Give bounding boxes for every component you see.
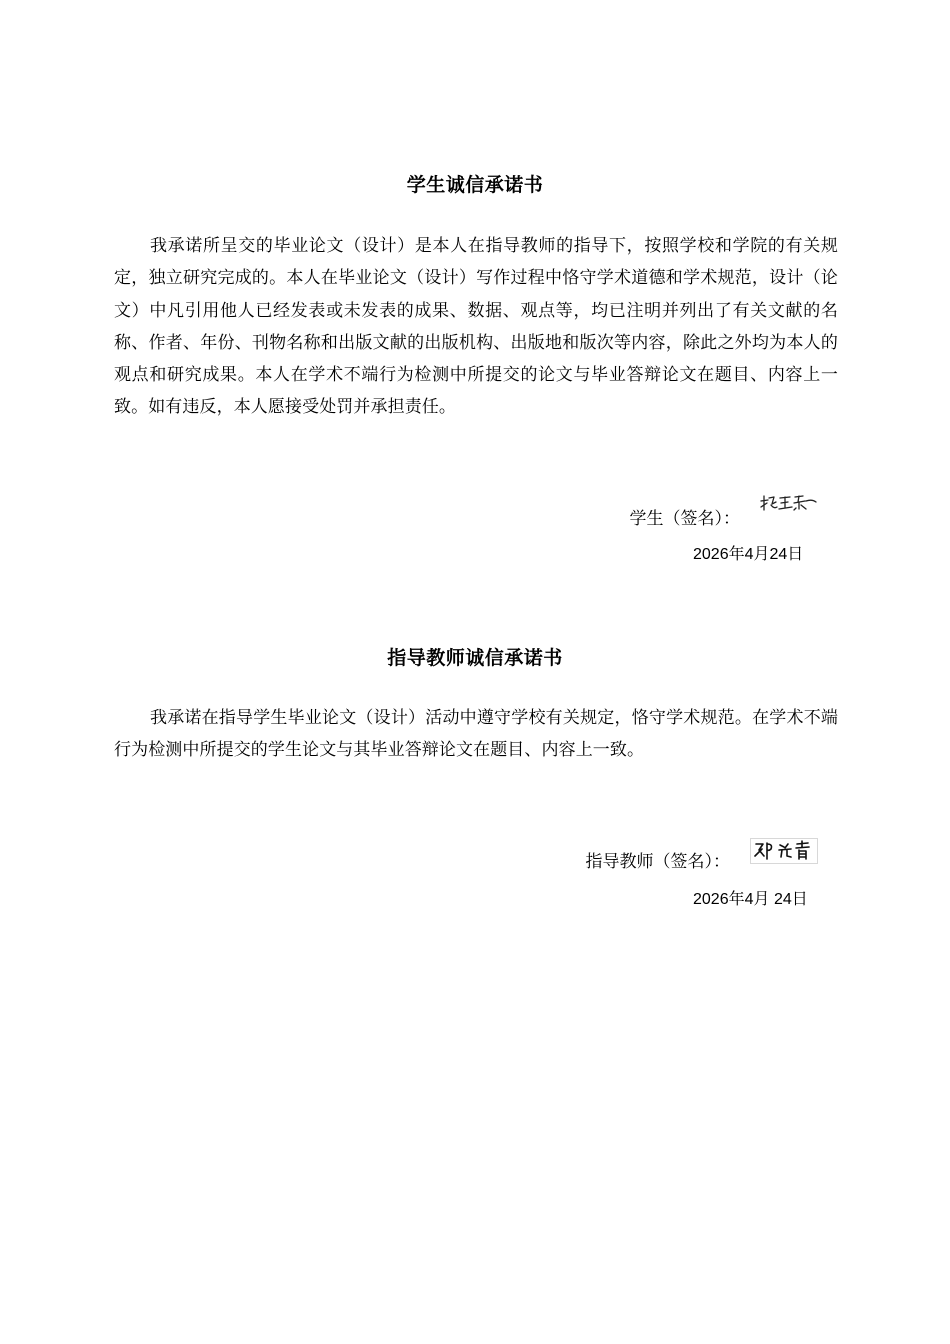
advisor-pledge-body: 我承诺在指导学生毕业论文（设计）活动中遵守学校有关规定，恪守学术规范。在学术不端行为检测中所提交的学生论文与其毕业答辩论文在题目、内容上一致。 bbox=[114, 708, 838, 761]
advisor-signature-handwriting bbox=[750, 838, 818, 864]
advisor-pledge-title: 指导教师诚信承诺书 bbox=[387, 647, 563, 669]
advisor-signature-image bbox=[750, 838, 818, 869]
student-signature-label: 学生（签名）： bbox=[629, 509, 740, 529]
advisor-signature-date: 2026年4月 24日 bbox=[693, 891, 808, 908]
student-pledge-title: 学生诚信承诺书 bbox=[406, 174, 544, 196]
student-signature-handwriting bbox=[758, 492, 818, 516]
advisor-signature-label: 指导教师（签名）： bbox=[585, 852, 730, 872]
student-pledge-body: 我承诺所呈交的毕业论文（设计）是本人在指导教师的指导下，按照学校和学院的有关规定，独立研究完成的。本人在毕业论文（设计）写作过程中恪守学术道德和学术规范，设计（论文）中凡引用他人已经发表或未发表的成果、数据、观点等，均已注明并列出了有关文献的名称、作者、年份、刊物名称和出版文献的出版机构、出版地和版次等内容，除此之外均为本人的观点和研究成果。本人在学术不端行为检测中所提交的论文与毕业答辩论文在题目、内容上一致。如有违反，本人愿接受处罚并承担责任。 bbox=[114, 236, 838, 418]
student-signature-image bbox=[758, 492, 818, 521]
student-signature-date: 2026年4月24日 bbox=[693, 546, 804, 563]
student-signature-line bbox=[630, 492, 819, 529]
advisor-signature-line bbox=[586, 838, 819, 872]
